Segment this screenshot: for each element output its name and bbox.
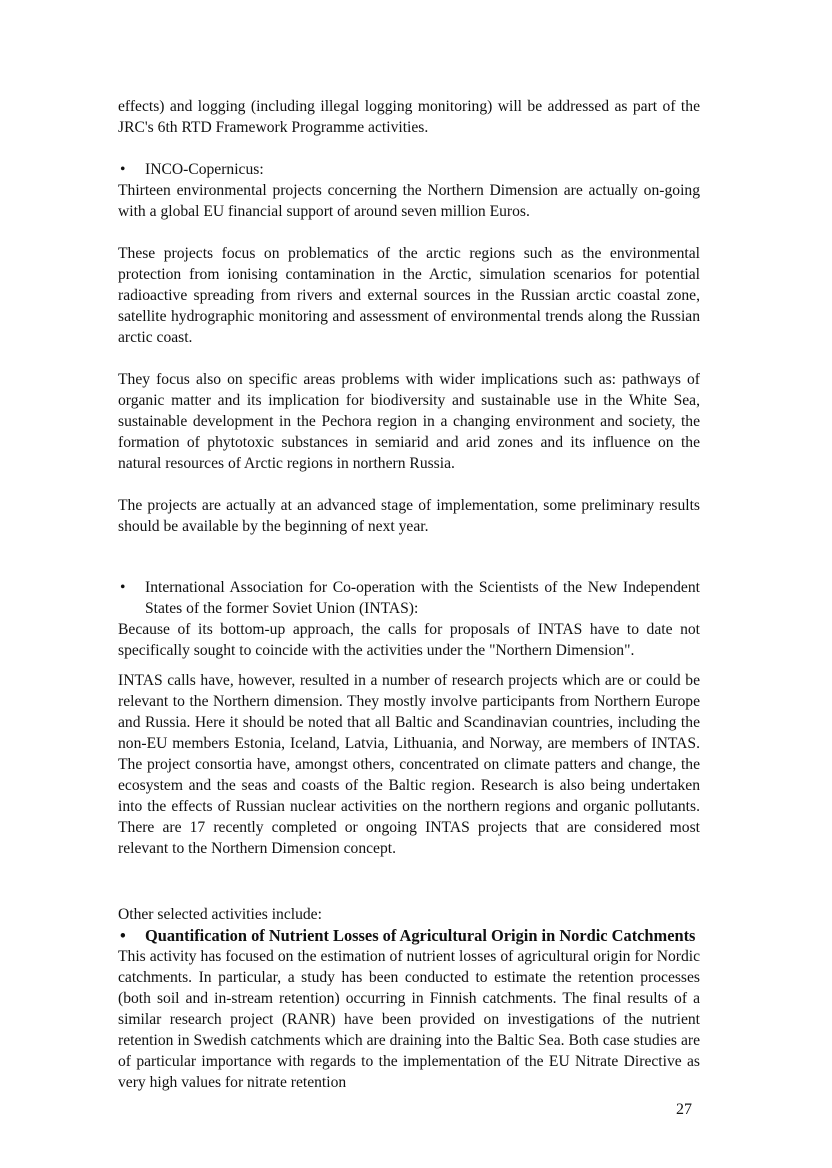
bullet-point-icon: • xyxy=(120,161,126,178)
paragraph-arctic-problematics: These projects focus on problematics of the arctic regions such as the environmental protection from ionising contamination in the Arctic, simulation scenarios for potential radioactive spreading from rivers and external sources in the Russian arctic coastal zone, satellite hydrographic monitoring and assessment of environmental trends along the Russian arctic coast. xyxy=(118,245,700,346)
bullet-quantification-heading xyxy=(118,925,700,946)
paragraph-specific-areas: They focus also on specific areas problems with wider implications such as: pathways of organic matter and its implication for biodiversity and sustainable use in the White Sea, sustainable development in the Pechora region in a changing environment and society, the formation of phytotoxic substances in semiarid and arid zones and its influence on the natural resources of Arctic regions in northern Russia. xyxy=(118,371,700,472)
paragraph-nutrient-losses: This activity has focused on the estimation of nutrient losses of agricultural origin for Nordic catchments. In particular, a study has been conducted to estimate the retention processes (both soil and in-stream retention) occurring in Finnish catchments. The final results of a similar research project (RANR) have been provided on investigations of the nutrient retention in Swedish catchments which are draining into the Baltic Sea. Both case studies are of particular importance with regards to the implementation of the EU Nitrate Directive as very high values for nitrate retention xyxy=(118,948,700,1091)
paragraph-intas-approach: Because of its bottom-up approach, the calls for proposals of INTAS have to date not specifically sought to coincide with the activities under the "Northern Dimension". xyxy=(118,621,700,659)
paragraph-implementation-stage: The projects are actually at an advanced stage of implementation, some preliminary results should be available by the beginning of next year. xyxy=(118,497,700,535)
paragraph-inco-projects: Thirteen environmental projects concerning the Northern Dimension are actually on-going with a global EU financial support of around seven million Euros. xyxy=(118,182,700,220)
bullet-label: International Association for Co-operation with the Scientists of the New Independent States of the former Soviet Union (INTAS): xyxy=(145,579,700,617)
bullet-point-icon: • xyxy=(120,926,126,945)
page-number: 27 xyxy=(676,1101,692,1118)
bullet-intas xyxy=(118,577,700,619)
bullet-point-icon: • xyxy=(120,579,126,596)
bullet-label: INCO-Copernicus: xyxy=(145,161,264,178)
bullet-heading-label: Quantification of Nutrient Losses of Agricultural Origin in Nordic Catchments xyxy=(145,926,696,945)
bullet-inco-copernicus xyxy=(118,159,700,180)
document-body xyxy=(118,96,700,1093)
paragraph-jrc-logging: effects) and logging (including illegal logging monitoring) will be addressed as part of the JRC's 6th RTD Framework Programme activities. xyxy=(118,98,700,136)
paragraph-other-activities: Other selected activities include: xyxy=(118,906,322,923)
paragraph-intas-calls: INTAS calls have, however, resulted in a number of research projects which are or could be relevant to the Northern dimension. They mostly involve participants from Northern Europe and Russia. Here it should be noted that all Baltic and Scandinavian countries, including the non-EU members Estonia, Iceland, Latvia, Lithuania, and Norway, are members of INTAS. The project consortia have, amongst others, concentrated on climate patters and change, the ecosystem and the seas and coasts of the Baltic region. Research is also being undertaken into the effects of Russian nuclear activities on the northern regions and organic pollutants. There are 17 recently completed or ongoing INTAS projects that are considered most relevant to the Northern Dimension concept. xyxy=(118,672,700,857)
